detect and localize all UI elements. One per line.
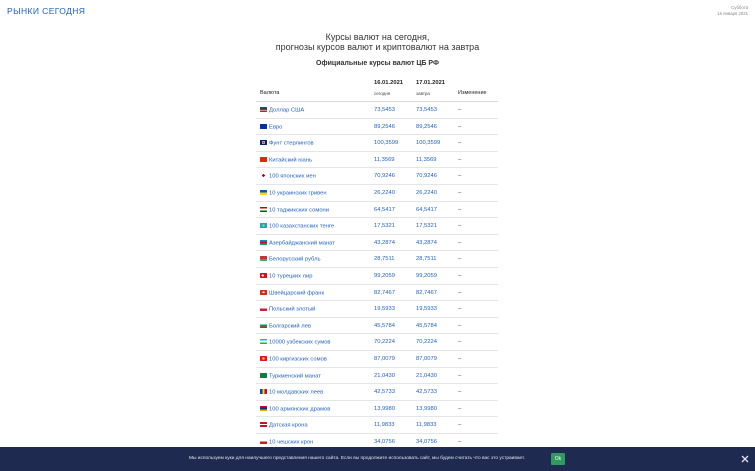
currency-name-link[interactable] [260,323,311,330]
rate-tomorrow: 82,7467 [416,289,437,296]
table-row [256,301,498,318]
currency-name: 10000 узбекских сумов [269,339,331,346]
header-change: Изменение [458,90,487,96]
rate-tomorrow: 45,5784 [416,322,437,329]
header-currency: Валюта [260,90,280,96]
cz-flag [260,439,267,444]
rate-today: 89,2546 [374,123,395,130]
rate-change: – [458,438,462,445]
rate-tomorrow: 11,9833 [416,422,437,429]
rate-today: 26,2240 [374,189,395,196]
currency-name: 100 японских иен [269,173,316,180]
currency-name-link[interactable] [260,256,321,263]
currency-name-link[interactable] [260,207,329,214]
currency-name: 100 киргизских сомов [269,356,327,363]
rate-change: – [458,322,462,329]
by-flag [260,256,267,261]
rate-today: 70,9246 [374,173,395,180]
us-flag [260,107,267,112]
currency-name-link[interactable] [260,223,334,230]
currency-name-link[interactable] [260,173,316,180]
tj-flag [260,207,267,212]
rate-change: – [458,289,462,296]
rate-today: 45,5784 [374,322,395,329]
rate-change: – [458,355,462,362]
rate-change: – [458,107,462,113]
rate-tomorrow: 89,2546 [416,123,437,130]
rate-today: 11,3569 [374,156,395,163]
rate-change: – [458,422,462,429]
table-row [256,351,498,368]
page-title-line-2: прогнозы курсов валют и криптовалют на завтра [275,42,480,52]
rate-tomorrow: 100,3599 [416,140,441,147]
rate-change: – [458,123,462,130]
currency-name: Болгарский лев [269,323,311,330]
rate-today: 28,7511 [374,256,395,263]
rate-change: – [458,272,462,279]
section-subtitle: Официальные курсы валют ЦБ РФ [316,60,439,67]
rate-tomorrow: 64,5417 [416,206,437,213]
rate-change: – [458,306,462,313]
rate-tomorrow: 26,2240 [416,189,437,196]
table-row [256,152,498,169]
currency-name-link[interactable] [260,124,282,131]
table-row [256,384,498,401]
rate-today: 19,5933 [374,306,395,313]
rate-change: – [458,173,462,180]
currency-name-link[interactable] [260,290,324,297]
weekday-label: Суббота [731,5,748,10]
currency-name-link[interactable] [260,273,313,280]
rate-today: 34,0756 [374,438,395,445]
rate-tomorrow: 19,5933 [416,306,437,313]
table-row [256,268,498,285]
table-row [256,318,498,335]
rate-today: 100,3599 [374,140,399,147]
bg-flag [260,323,267,328]
currency-name-link[interactable] [260,406,330,413]
currency-name: 100 казахстанских тенге [269,223,335,230]
rate-today: 73,5453 [374,107,395,113]
table-row [256,334,498,351]
rate-change: – [458,389,462,396]
table-row [256,102,498,119]
currency-name: Швейцарский франк [269,290,325,297]
rate-change: – [458,256,462,263]
tm-flag [260,373,267,378]
rate-tomorrow: 73,5453 [416,107,437,113]
currency-name-link[interactable] [260,356,327,363]
date-label: 16 января 2021 [717,11,748,16]
page-title [0,32,755,52]
rate-change: – [458,156,462,163]
tr-flag [260,273,267,278]
gb-flag [260,140,267,145]
rate-change: – [458,140,462,147]
currency-name-link[interactable] [260,439,313,446]
rate-today: 17,5321 [374,223,395,230]
currency-name-link[interactable] [260,240,335,247]
currency-name-link[interactable] [260,373,321,380]
rate-tomorrow: 87,0079 [416,355,437,362]
rate-today: 21,0430 [374,372,395,379]
header-label-tomorrow: завтра [416,91,430,96]
currency-name-link[interactable] [260,140,314,147]
table-row [256,285,498,302]
rate-tomorrow: 34,0756 [416,438,437,445]
rate-today: 11,9833 [374,422,395,429]
header-label-today: сегодня [374,91,391,96]
table-row [256,218,498,235]
jp-flag [260,173,267,178]
currency-name: 100 армянских драмов [269,406,331,413]
cookie-ok-button[interactable]: Ok [551,453,565,465]
table-row [256,417,498,434]
currency-name: 10 турецких лир [269,273,313,280]
currency-name-link[interactable] [260,107,304,114]
table-row [256,251,498,268]
currency-name: 10 чешских крон [269,439,314,446]
table-row [256,185,498,202]
currency-name: Польский злотый [269,306,316,313]
close-icon[interactable] [740,454,750,464]
cookie-text: Мы используем куки для наилучшего представления нашего сайта. Если вы продолжите использовать сайт, мы будем считать что вас это устраивает. [189,456,526,461]
table-body [256,102,498,450]
uz-flag [260,339,267,344]
table-row [256,119,498,136]
currency-name-link[interactable] [260,306,315,313]
top-bar [0,0,755,24]
rate-change: – [458,239,462,246]
ch-flag [260,290,267,295]
rate-today: 82,7467 [374,289,395,296]
currency-name: Евро [269,124,283,131]
rate-tomorrow: 70,2224 [416,339,437,346]
eu-flag [260,124,267,129]
cookie-banner [0,447,755,471]
currency-name-link[interactable] [260,157,312,164]
rate-tomorrow: 70,9246 [416,173,437,180]
kg-flag [260,356,267,361]
currency-name: 10 таджикских сомони [269,207,329,214]
table-row [256,235,498,252]
rate-today: 13,9980 [374,405,395,412]
rate-tomorrow: 17,5321 [416,223,437,230]
rate-change: – [458,189,462,196]
currency-name: 10 украинских гривен [269,190,327,197]
header-date-tomorrow: 17.01.2021 [416,80,446,86]
currency-name-link[interactable] [260,422,308,429]
ua-flag [260,190,267,195]
kz-flag [260,223,267,228]
table-row [256,168,498,185]
am-flag [260,406,267,411]
currency-name-link[interactable] [260,190,327,197]
currency-name: Туркменский манат [269,373,321,379]
page-title-line-1: Курсы валют на сегодня, [325,32,430,42]
currency-name: Фунт стерлингов [269,140,314,147]
rate-tomorrow: 99,2059 [416,272,437,279]
rate-today: 70,2224 [374,339,395,346]
rate-today: 99,2059 [374,272,395,279]
currency-name: Китайский юань [269,157,312,164]
main-content [0,24,755,447]
rate-today: 87,0079 [374,355,395,362]
header-date-today: 16.01.2021 [374,80,404,86]
md-flag [260,389,267,394]
table-row [256,401,498,418]
az-flag [260,240,267,245]
rate-change: – [458,206,462,213]
site-logo-link[interactable]: РЫНКИ СЕГОДНЯ [7,6,86,16]
pl-flag [260,306,267,311]
currency-name-link[interactable] [260,389,323,396]
rate-today: 64,5417 [374,206,395,213]
table-row [256,202,498,219]
rate-change: – [458,405,462,412]
rate-tomorrow: 28,7511 [416,256,437,263]
table-row [256,135,498,152]
rate-change: – [458,372,462,379]
table-row [256,368,498,385]
currency-name: Доллар США [269,107,305,114]
rate-tomorrow: 11,3569 [416,156,437,163]
rates-table [256,76,498,450]
currency-name: 10 молдавских леев [269,389,324,396]
table-header [256,76,498,102]
currency-name-link[interactable] [260,339,331,346]
rate-tomorrow: 21,0430 [416,372,437,379]
dk-flag [260,422,267,427]
rate-today: 43,2874 [374,239,395,246]
rate-today: 42,5733 [374,389,395,396]
cn-flag [260,157,267,162]
currency-name: Азербайджанский манат [269,240,335,247]
rate-tomorrow: 42,5733 [416,389,437,396]
rate-tomorrow: 13,9980 [416,405,437,412]
currency-name: Белорусский рубль [269,256,321,263]
rate-change: – [458,223,462,230]
rate-tomorrow: 43,2874 [416,239,437,246]
rate-change: – [458,339,462,346]
current-date [717,5,748,17]
currency-name: Датская крона [269,422,308,429]
